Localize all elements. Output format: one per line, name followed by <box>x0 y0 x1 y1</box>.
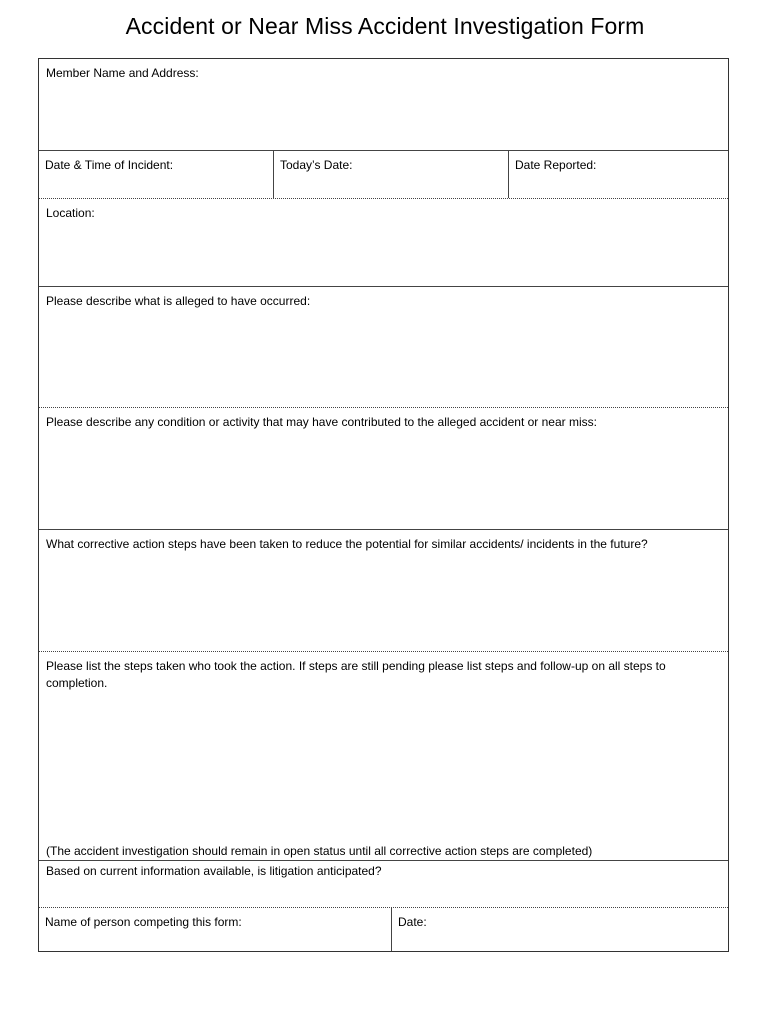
member-name-address-field[interactable] <box>39 59 728 150</box>
describe-occurred-field[interactable] <box>39 286 728 407</box>
describe-condition-field[interactable] <box>39 407 728 529</box>
describe-occurred-label: Please describe what is alleged to have occurred: <box>46 294 311 308</box>
member-name-address-label: Member Name and Address: <box>46 66 199 80</box>
completion-date-label: Date: <box>398 915 427 929</box>
corrective-action-field[interactable] <box>39 529 728 651</box>
list-steps-field[interactable] <box>39 651 728 860</box>
completion-date-field[interactable] <box>391 908 728 951</box>
date-row <box>39 150 728 198</box>
investigation-note: (The accident investigation should remain in open status until all corrective action steps are completed) <box>46 844 593 858</box>
corrective-action-label: What corrective action steps have been taken to reduce the potential for similar accidents/ incidents in the future? <box>46 537 648 551</box>
signature-row <box>39 907 728 951</box>
form-title: Accident or Near Miss Accident Investigation Form <box>125 13 645 39</box>
person-completing-label: Name of person competing this form: <box>45 915 242 929</box>
litigation-field[interactable] <box>39 860 728 907</box>
date-time-incident-label: Date & Time of Incident: <box>45 158 174 172</box>
todays-date-label: Today’s Date: <box>280 158 353 172</box>
location-label: Location: <box>46 206 95 220</box>
litigation-label: Based on current information available, is litigation anticipated? <box>46 864 382 878</box>
investigation-form <box>38 58 729 952</box>
person-completing-field[interactable] <box>39 908 391 951</box>
location-field[interactable] <box>39 198 728 286</box>
date-reported-field[interactable] <box>508 151 728 198</box>
list-steps-label: Please list the steps taken who took the action. If steps are still pending please list steps and follow-up on all steps to completion. <box>46 659 666 690</box>
todays-date-field[interactable] <box>273 151 508 198</box>
date-reported-label: Date Reported: <box>515 158 597 172</box>
describe-condition-label: Please describe any condition or activity that may have contributed to the alleged accident or near miss: <box>46 415 597 429</box>
date-time-incident-field[interactable] <box>39 151 273 198</box>
